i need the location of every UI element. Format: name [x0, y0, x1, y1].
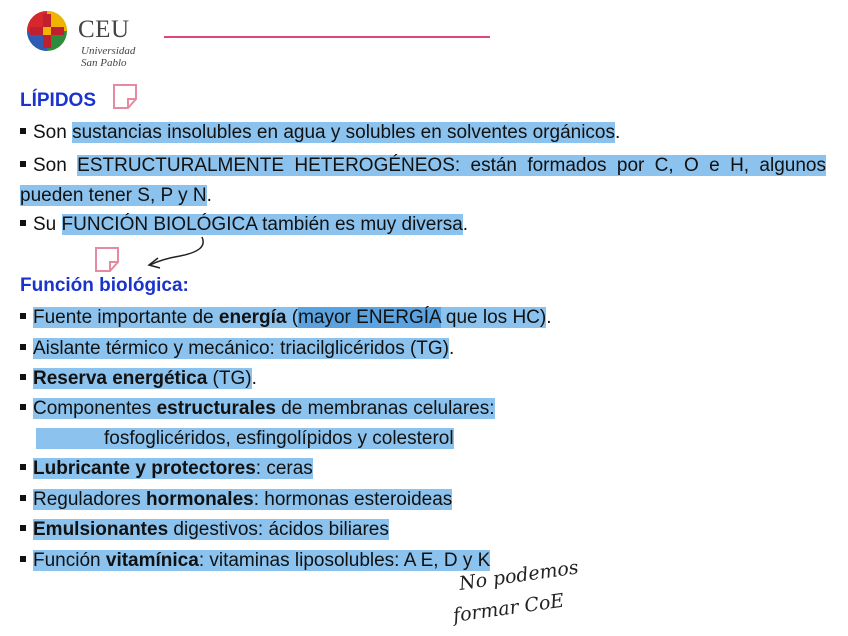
- bullet-square-icon: [20, 556, 26, 562]
- funcion-item-4-continuation: fosfoglicéridos, esfingolípidos y colesterol: [36, 427, 454, 451]
- bullet-square-icon: [20, 220, 26, 226]
- funcion-item-8: Función vitamínica: vitaminas liposolubles: A E, D y K: [20, 549, 490, 573]
- funcion-item-2: Aislante térmico y mecánico: triacilglicéridos (TG).: [20, 337, 454, 361]
- lipidos-bullet-2: Son ESTRUCTURALMENTE HETEROGÉNEOS: están formados por C, O e H, algunos pueden tener S, P y N.: [20, 155, 826, 206]
- sticky-note-icon[interactable]: [111, 82, 141, 112]
- ink-arrow-annotation: [140, 234, 220, 272]
- funcion-heading: Función biológica:: [20, 275, 189, 296]
- bullet-square-icon: [20, 161, 26, 167]
- handwritten-note: [448, 556, 638, 636]
- lipidos-bullet-3: Su FUNCIÓN BIOLÓGICA también es muy diversa.: [20, 213, 468, 237]
- logo-name: CEU: [78, 16, 130, 43]
- ceu-emblem-icon: [26, 10, 68, 52]
- logo-subtitle-2: San Pablo: [81, 57, 127, 69]
- funcion-item-6: Reguladores hormonales: hormonas esteroideas: [20, 488, 452, 512]
- funcion-item-4: Componentes estructurales de membranas celulares:: [20, 397, 495, 421]
- header-rule: [164, 36, 490, 38]
- bullet-square-icon: [20, 464, 26, 470]
- bullet-square-icon: [20, 525, 26, 531]
- funcion-item-3: Reserva energética (TG).: [20, 367, 257, 391]
- lipidos-heading: LÍPIDOS: [20, 90, 97, 111]
- lipidos-bullet-1: Son sustancias insolubles en agua y solubles en solventes orgánicos.: [20, 121, 620, 145]
- bullet-square-icon: [20, 495, 26, 501]
- svg-text:No podemos: No podemos: [457, 556, 580, 595]
- bullet-square-icon: [20, 404, 26, 410]
- funcion-item-5: Lubricante y protectores: ceras: [20, 457, 313, 481]
- svg-text:formar CoE: formar CoE: [451, 589, 566, 627]
- bullet-square-icon: [20, 344, 26, 350]
- ceu-logo: [26, 10, 161, 70]
- funcion-item-1: Fuente importante de energía (mayor ENERGÍA que los HC).: [20, 306, 552, 330]
- sticky-note-icon[interactable]: [93, 245, 123, 275]
- bullet-square-icon: [20, 374, 26, 380]
- bullet-square-icon: [20, 128, 26, 134]
- funcion-item-7: Emulsionantes digestivos: ácidos biliares: [20, 518, 389, 542]
- logo-subtitle-1: Universidad: [81, 45, 136, 57]
- bullet-square-icon: [20, 313, 26, 319]
